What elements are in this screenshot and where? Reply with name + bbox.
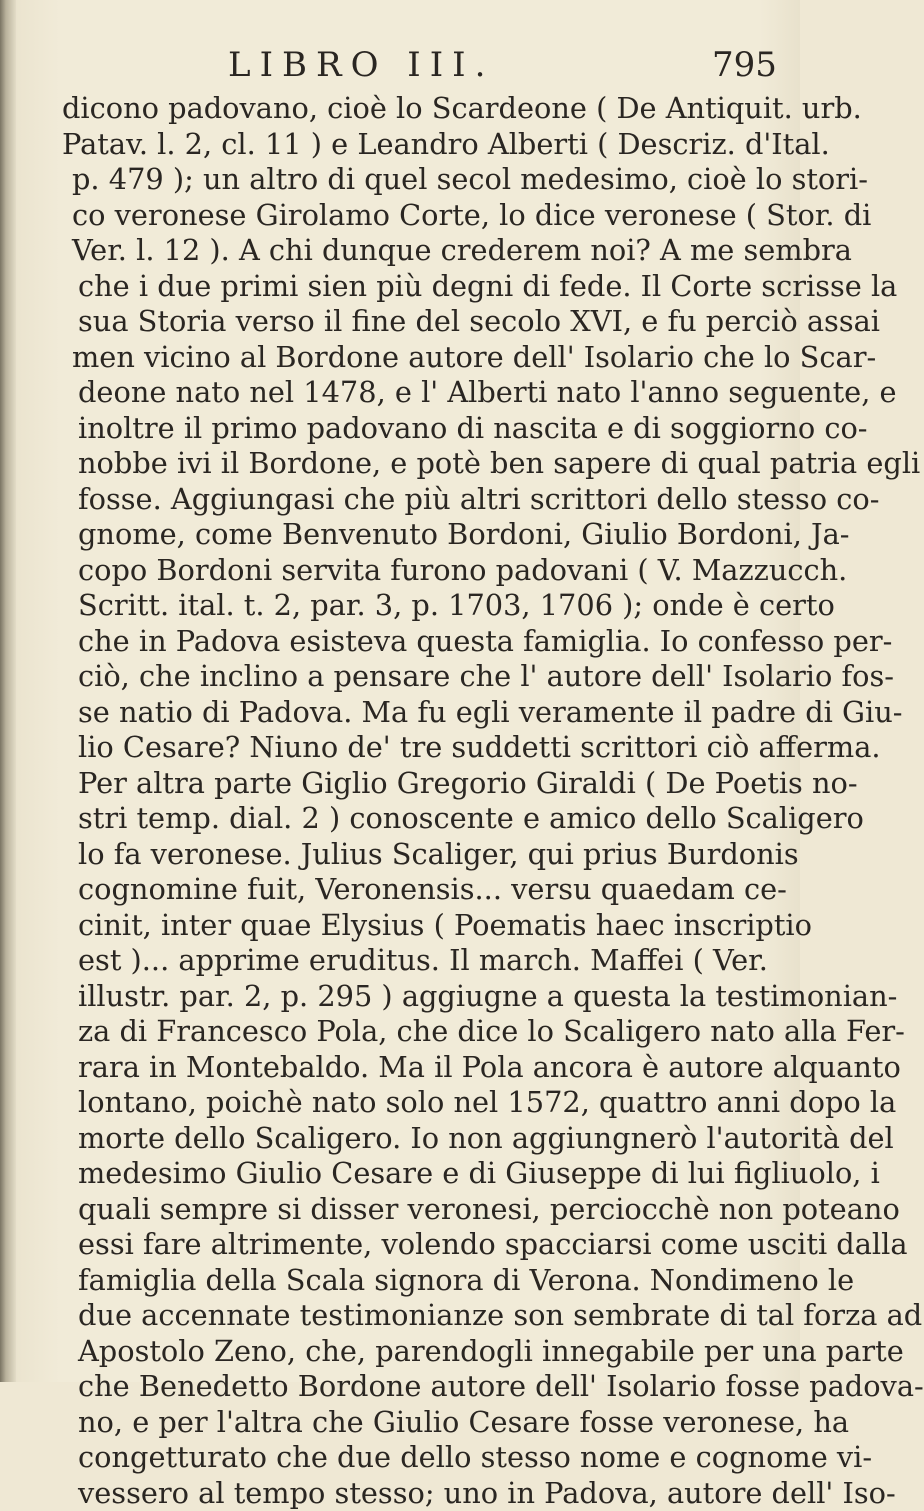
text-line: p. 479 ); un altro di quel secol medesimo, cioè lo stori- bbox=[50, 162, 775, 198]
text-line: essi fare altrimente, volendo spacciarsi come usciti dalla bbox=[50, 1227, 775, 1263]
text-line: Apostolo Zeno, che, parendogli innegabile per una parte bbox=[50, 1334, 775, 1370]
text-line: vessero al tempo stesso; uno in Padova, autore dell' Iso- bbox=[50, 1476, 775, 1511]
text-line: che Benedetto Bordone autore dell' Isolario fosse padova- bbox=[50, 1369, 775, 1405]
page-header bbox=[0, 40, 800, 90]
text-line: nobbe ivi il Bordone, e potè ben sapere di qual patria egli bbox=[50, 446, 775, 482]
text-line: est )... apprime eruditus. Il march. Maffei ( Ver. bbox=[50, 943, 775, 979]
text-line: stri temp. dial. 2 ) conoscente e amico dello Scaligero bbox=[50, 801, 775, 837]
page-number: 795 bbox=[712, 40, 777, 90]
text-line: cinit, inter quae Elysius ( Poematis haec inscriptio bbox=[50, 908, 775, 944]
text-line: che in Padova esisteva questa famiglia. Io confesso per- bbox=[50, 624, 775, 660]
text-line: quali sempre si disser veronesi, perciocchè non poteano bbox=[50, 1192, 775, 1228]
text-line: Ver. l. 12 ). A chi dunque crederem noi? A me sembra bbox=[50, 233, 775, 269]
text-line: fosse. Aggiungasi che più altri scrittori dello stesso co- bbox=[50, 482, 775, 518]
text-line: Per altra parte Giglio Gregorio Giraldi ( De Poetis no- bbox=[50, 766, 775, 802]
text-line: gnome, come Benvenuto Bordoni, Giulio Bordoni, Ja- bbox=[50, 517, 775, 553]
text-line: lio Cesare? Niuno de' tre suddetti scrittori ciò afferma. bbox=[50, 730, 775, 766]
running-title: LIBRO III. bbox=[228, 40, 494, 90]
text-line: congetturato che due dello stesso nome e cognome vi- bbox=[50, 1440, 775, 1476]
text-line: Patav. l. 2, cl. 11 ) e Leandro Alberti ( Descriz. d'Ital. bbox=[50, 127, 775, 163]
text-line: lontano, poichè nato solo nel 1572, quattro anni dopo la bbox=[50, 1085, 775, 1121]
page-binding-edge bbox=[0, 0, 16, 1382]
text-line: men vicino al Bordone autore dell' Isolario che lo Scar- bbox=[50, 340, 775, 376]
text-line: ciò, che inclino a pensare che l' autore dell' Isolario fos- bbox=[50, 659, 775, 695]
text-line: cognomine fuit, Veronensis... versu quaedam ce- bbox=[50, 872, 775, 908]
text-line: Scritt. ital. t. 2, par. 3, p. 1703, 1706 ); onde è certo bbox=[50, 588, 775, 624]
text-line: lo fa veronese. Julius Scaliger, qui prius Burdonis bbox=[50, 837, 775, 873]
text-line: za di Francesco Pola, che dice lo Scaligero nato alla Fer- bbox=[50, 1014, 775, 1050]
text-line: co veronese Girolamo Corte, lo dice veronese ( Stor. di bbox=[50, 198, 775, 234]
text-line: sua Storia verso il fine del secolo XVI, e fu perciò assai bbox=[50, 304, 775, 340]
text-line: deone nato nel 1478, e l' Alberti nato l'anno seguente, e bbox=[50, 375, 775, 411]
text-line: famiglia della Scala signora di Verona. Nondimeno le bbox=[50, 1263, 775, 1299]
text-line: due accennate testimonianze son sembrate di tal forza ad bbox=[50, 1298, 775, 1334]
text-line: inoltre il primo padovano di nascita e di soggiorno co- bbox=[50, 411, 775, 447]
body-text bbox=[50, 91, 775, 1511]
text-line: morte dello Scaligero. Io non aggiungnerò l'autorità del bbox=[50, 1121, 775, 1157]
text-line: illustr. par. 2, p. 295 ) aggiugne a questa la testimonian- bbox=[50, 979, 775, 1015]
text-line: rara in Montebaldo. Ma il Pola ancora è autore alquanto bbox=[50, 1050, 775, 1086]
text-line: che i due primi sien più degni di fede. Il Corte scrisse la bbox=[50, 269, 775, 305]
text-line: dicono padovano, cioè lo Scardeone ( De Antiquit. urb. bbox=[50, 91, 775, 127]
text-line: no, e per l'altra che Giulio Cesare fosse veronese, ha bbox=[50, 1405, 775, 1441]
text-line: medesimo Giulio Cesare e di Giuseppe di lui figliuolo, i bbox=[50, 1156, 775, 1192]
text-line: copo Bordoni servita furono padovani ( V. Mazzucch. bbox=[50, 553, 775, 589]
text-line: se natio di Padova. Ma fu egli veramente il padre di Giu- bbox=[50, 695, 775, 731]
